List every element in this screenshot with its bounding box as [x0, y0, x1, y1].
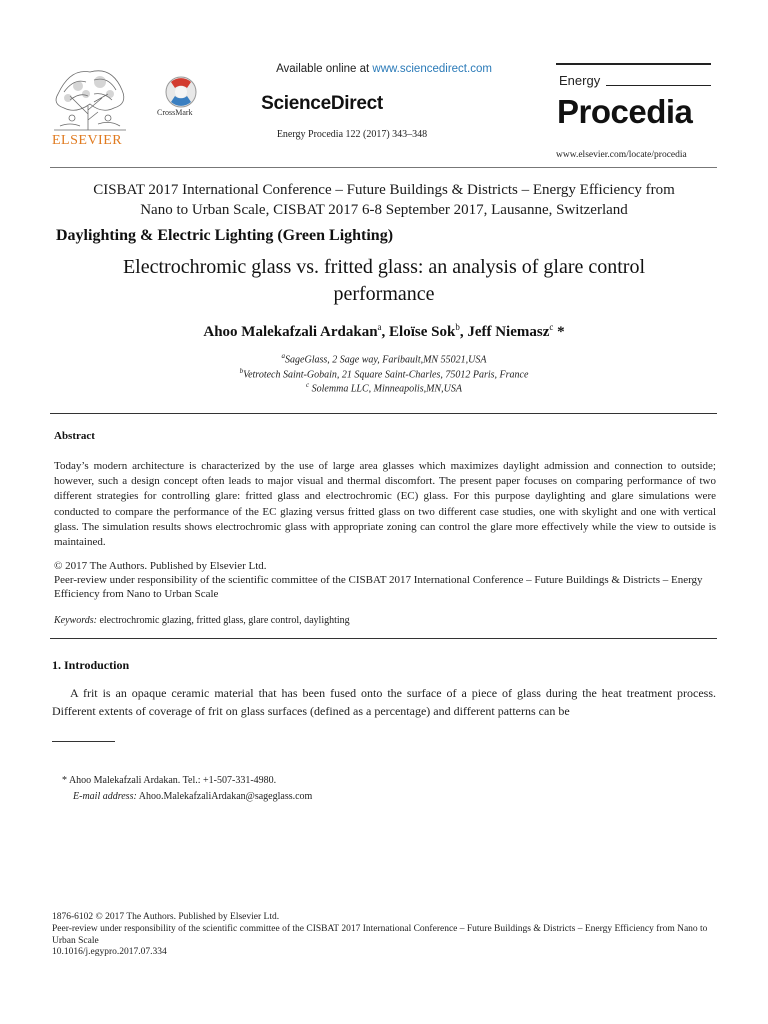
affiliation-c: [0, 381, 768, 394]
corresponding-star: *: [553, 324, 565, 340]
available-prefix: Available online at: [276, 63, 370, 75]
footnote-rule: [52, 741, 115, 742]
paper-title-line-2: performance: [333, 283, 435, 305]
doi-line[interactable]: 10.1016/j.egypro.2017.07.334: [52, 947, 167, 958]
affiliation-a-text: SageGlass, 2 Sage way, Faribault,MN 55021,USA: [285, 354, 487, 366]
session-heading: Daylighting & Electric Lighting (Green Lighting): [56, 227, 394, 244]
peer-review-line: Peer-review under responsibility of the scientific committee of the CISBAT 2017 International Conference – Future Buildings & Districts – Energy Efficiency from Nano to Urban Scale: [54, 574, 703, 600]
author-3-affil: c: [549, 322, 554, 332]
conference-line-2: Nano to Urban Scale, CISBAT 2017 6-8 September 2017, Lausanne, Switzerland: [140, 201, 628, 218]
author-1-affil: a: [377, 322, 382, 332]
email-address[interactable]: Ahoo.MalekafzaliArdakan@sageglass.com: [136, 791, 313, 802]
keywords: [54, 615, 716, 626]
author-list: [0, 322, 768, 341]
footnote-contact: * Ahoo Malekafzali Ardakan. Tel.: +1-507-331-4980.: [62, 775, 277, 786]
abstract-top-rule: [50, 413, 717, 414]
header-divider: [50, 167, 717, 168]
bottom-matter: [52, 912, 716, 959]
journal-logo-rule-mid: [606, 85, 711, 86]
introduction-body: A frit is an opaque ceramic material that has been fused onto the surface of a piece of glass during the heat treatment process. Different extents of coverage of frit on glass surfaces (defined as a percentage) and different patterns can be: [52, 686, 716, 718]
paper-title: [50, 254, 718, 308]
journal-citation: Energy Procedia 122 (2017) 343–348: [276, 129, 428, 140]
affiliation-c-text: Solemma LLC, Minneapolis,MN,USA: [309, 383, 462, 395]
author-2: Eloïse Sok: [389, 324, 456, 340]
conference-line-1: CISBAT 2017 International Conference – Future Buildings & Districts – Energy Efficiency from: [93, 182, 675, 198]
affiliation-a-sup: a: [281, 352, 286, 360]
email-label: E-mail address:: [73, 791, 137, 802]
affiliation-b-sup: b: [239, 367, 244, 375]
keywords-list: electrochromic glazing, fritted glass, glare control, daylighting: [96, 615, 350, 626]
author-3: Jeff Niemasz: [467, 324, 550, 340]
conference-info: [40, 181, 728, 220]
journal-logo-rule-top: [556, 63, 711, 65]
author-1: Ahoo Malekafzali Ardakan: [203, 324, 378, 340]
sciencedirect-wordmark: ScienceDirect: [261, 93, 383, 114]
affiliation-c-sup: c: [306, 381, 310, 389]
affiliation-b: [0, 367, 768, 380]
introduction-heading: 1. Introduction: [52, 658, 130, 672]
sciencedirect-link[interactable]: www.sciencedirect.com: [372, 63, 492, 75]
affiliation-a: [0, 352, 768, 365]
paper-title-line-1: Electrochromic glass vs. fritted glass: an analysis of glare control: [122, 256, 646, 278]
copyright-line: © 2017 The Authors. Published by Elsevier Ltd.: [54, 560, 267, 572]
author-2-affil: b: [455, 322, 460, 332]
author-sep-1: ,: [381, 324, 390, 340]
crossmark-label: CrossMark: [157, 108, 193, 117]
issn-line: 1876-6102 © 2017 The Authors. Published by Elsevier Ltd.: [52, 912, 280, 922]
journal-url[interactable]: www.elsevier.com/locate/procedia: [556, 150, 687, 160]
abstract-heading: Abstract: [54, 430, 95, 442]
abstract-bottom-rule: [50, 638, 717, 639]
keywords-label: Keywords:: [54, 615, 97, 626]
author-sep-2: ,: [459, 324, 468, 340]
footnote-email: [73, 791, 312, 802]
bottom-peer-review: Peer-review under responsibility of the scientific committee of the CISBAT 2017 International Conference – Future Buildings & Districts – Energy Efficiency from Nano to Urban Scale: [52, 923, 708, 946]
elsevier-wordmark: ELSEVIER: [52, 133, 123, 148]
abstract-copyright: [54, 559, 716, 601]
journal-logo-energy: Energy: [559, 73, 601, 88]
journal-logo-procedia: Procedia: [557, 93, 693, 130]
affiliation-b-text: Vetrotech Saint-Gobain, 21 Square Saint-Charles, 75012 Paris, France: [243, 369, 529, 381]
abstract-body: Today’s modern architecture is characterized by the use of large area glasses which maximizes daylight admission and connection to outside; however, such a design concept often leads to major visual and thermal discomfort. The present paper focuses on comparing performance of two different strategies for controlling glare: fritted glass and electrochromic (EC) glass. For this purpose daylighting and glare simulations were conducted to compare the performance of the EC glazing versus fritted glass on two different case studies, one with skylight and one with vertical glass. The simulation results shows electrochromic glass with appropriate zoning can control the glare more effectively while the view to outside is maintained.: [54, 460, 716, 549]
